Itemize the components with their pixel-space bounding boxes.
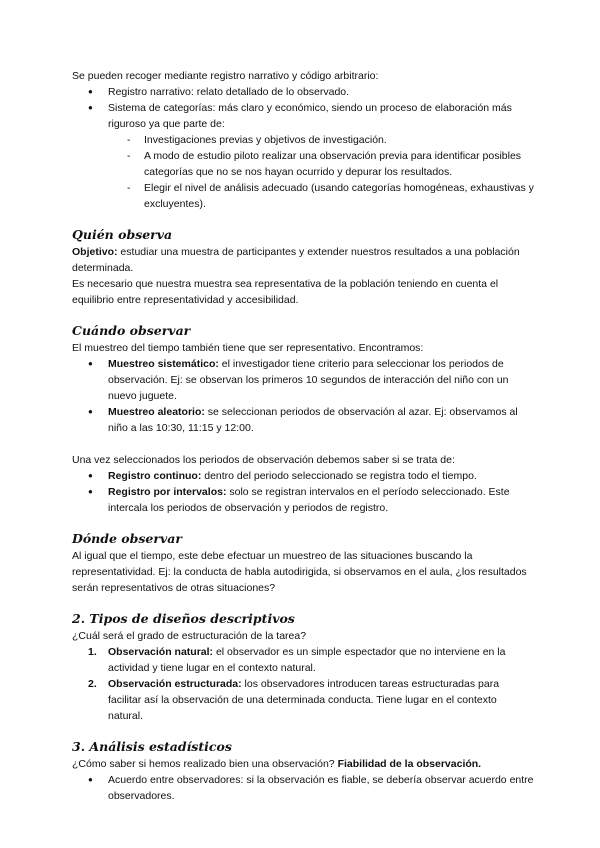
list-item: - A modo de estudio piloto realizar una observación previa para identificar posibles categorías que no se nos hayan ocurrido y depurar los resultados. <box>72 148 534 180</box>
cuando-bullet-list-2 <box>72 468 534 516</box>
cuando-intro-2: Una vez seleccionados los periodos de observación debemos saber si se trata de: <box>72 454 455 466</box>
list-item: ● Registro narrativo: relato detallado de lo observado. <box>72 84 534 100</box>
bullet-label: Registro continuo: <box>108 470 202 482</box>
bullet-text: se seleccionan periodos de observación al azar. Ej: observamos al niño a las 10:30, 11:15 y 12:00. <box>108 406 518 434</box>
list-item <box>72 676 534 724</box>
quien-paragraph: Es necesario que nuestra muestra sea representativa de la población teniendo en cuenta el equilibrio entre representatividad y accesibilidad. <box>72 278 499 306</box>
bullet-label: Muestreo aleatorio: <box>108 406 205 418</box>
analisis-question-bold: Fiabilidad de la observación. <box>337 758 482 770</box>
item-label: Observación estructurada: <box>108 678 242 690</box>
list-item <box>72 484 534 516</box>
item-label: Observación natural: <box>108 646 214 658</box>
cuando-intro: El muestreo del tiempo también tiene que ser representativo. Encontramos: <box>72 342 424 354</box>
objetivo-text: estudiar una muestra de participantes y extender nuestros resultados a una población determinada. <box>72 246 520 274</box>
heading-cuando-observar: Cuándo observar <box>72 323 191 338</box>
item-number: 1. <box>88 646 97 658</box>
list-item: ● Sistema de categorías: más claro y económico, siendo un proceso de elaboración más riguroso ya que parte de: <box>72 100 534 132</box>
analisis-question-text: ¿Cómo saber si hemos realizado bien una observación? <box>72 758 338 770</box>
heading-analisis-estadisticos: 3. Análisis estadísticos <box>72 739 232 754</box>
list-item <box>72 468 534 484</box>
objetivo-label: Objetivo: <box>72 246 118 258</box>
cuando-bullet-list <box>72 356 534 436</box>
list-item <box>72 644 534 676</box>
heading-tipos-disenos: 2. Tipos de diseños descriptivos <box>72 611 295 626</box>
analisis-question <box>72 756 534 772</box>
document-content <box>72 68 534 804</box>
list-item: - Elegir el nivel de análisis adecuado (usando categorías homogéneas, exhaustivas y excluyentes). <box>72 180 534 212</box>
bullet-text: dentro del periodo seleccionado se registra todo el tiempo. <box>201 470 477 482</box>
list-item: ● Acuerdo entre observadores: si la observación es fiable, se debería observar acuerdo entre observadores. <box>72 772 534 804</box>
item-text: los observadores introducen tareas estructuradas para facilitar así la observación de una determinada conducta. Tiene lugar en el contexto natural. <box>108 678 500 722</box>
intro-bullet-list <box>72 84 534 132</box>
list-item: - Investigaciones previas y objetivos de investigación. <box>72 132 534 148</box>
heading-quien-observa: Quién observa <box>72 227 173 242</box>
heading-donde-observar: Dónde observar <box>72 531 182 546</box>
tipos-question: ¿Cuál será el grado de estructuración de la tarea? <box>72 630 307 642</box>
tipos-numbered-list <box>72 644 534 724</box>
analisis-bullet-list <box>72 772 534 804</box>
bullet-text: solo se registran intervalos en el período seleccionado. Este intercala los periodos de observación y periodos de registro. <box>108 486 510 514</box>
list-item <box>72 356 534 404</box>
bullet-text: el investigador tiene criterio para seleccionar los periodos de observación. Ej: se observan los primeros 10 segundos de interacción del niño con un nuevo juguete. <box>108 358 509 402</box>
intro-text: Se pueden recoger mediante registro narrativo y código arbitrario: <box>72 70 379 82</box>
intro-sub-list <box>72 132 534 212</box>
bullet-label: Muestreo sistemático: <box>108 358 219 370</box>
item-number: 2. <box>88 678 97 690</box>
item-text: el observador es un simple espectador que no interviene en la actividad y tiene lugar en el contexto natural. <box>108 646 506 674</box>
list-item <box>72 404 534 436</box>
donde-paragraph: Al igual que el tiempo, este debe efectuar un muestreo de las situaciones buscando la representatividad. Ej: la conducta de habla autodirigida, si observamos en el aula, ¿los resultados serán representativos de otras situaciones? <box>72 550 527 594</box>
objetivo-paragraph <box>72 244 534 276</box>
bullet-label: Registro por intervalos: <box>108 486 227 498</box>
